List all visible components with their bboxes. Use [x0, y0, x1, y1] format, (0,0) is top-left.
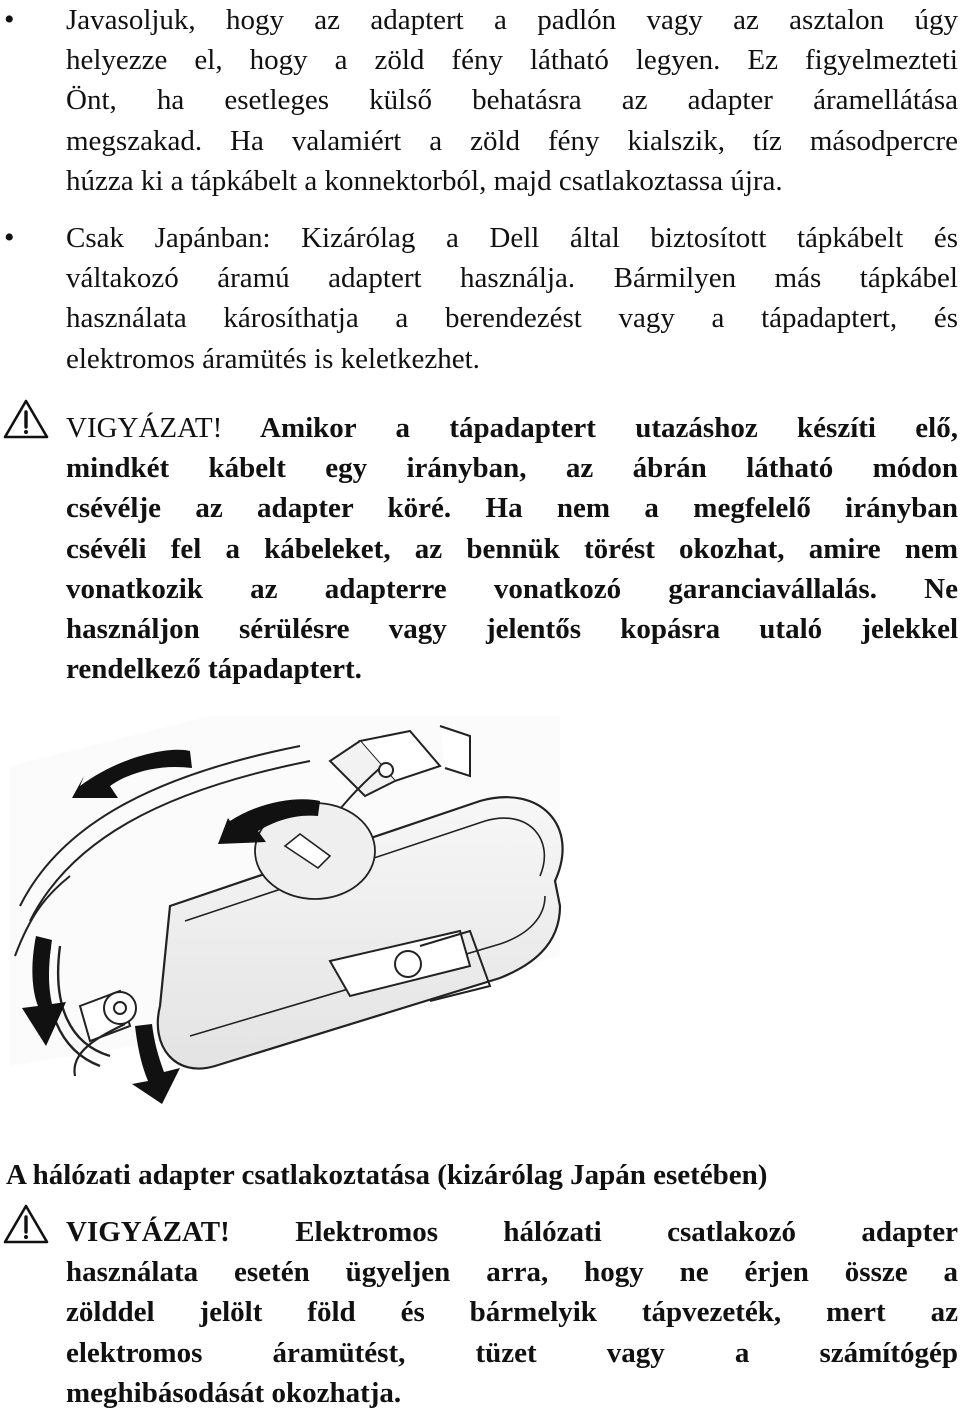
text-line: elektromos áramütést, tüzet vagy a számítógép — [66, 1336, 958, 1369]
text-line: mindkét kábelt egy irányban, az ábrán látható módon — [66, 452, 958, 485]
caution-first-line — [66, 1212, 958, 1252]
text-line: Csak Japánban: Kizárólag a Dell által biztosított tápkábelt és — [66, 222, 958, 254]
text-line: Amikor a tápadaptert utazáshoz készíti elő, — [260, 412, 958, 444]
text-line: váltakozó áramú adaptert használja. Bármilyen más tápkábel — [66, 262, 958, 295]
text-line: helyezze el, hogy a zöld fény látható legyen. Ez figyelmezteti — [66, 44, 958, 77]
text-line: elektromos áramütés is keletkezhet. — [66, 342, 480, 375]
text-line: csévéli fel a kábeleket, az bennük törést okozhat, amire nem — [66, 532, 958, 565]
text-line: használata károsíthatja a berendezést vagy a tápadaptert, és — [66, 302, 958, 335]
text-line: használjon sérülésre vagy jelentős kopásra utaló jelekkel — [66, 613, 958, 646]
section-heading: A hálózati adapter csatlakoztatása (kizárólag Japán esetében) — [6, 1159, 768, 1191]
text-line: csévélje az adapter köré. Ha nem a megfelelő irányban — [66, 492, 958, 525]
bullet-symbol: • — [4, 221, 15, 254]
caution-label: VIGYÁZAT! — [66, 412, 223, 444]
bullet-paragraph — [66, 218, 958, 379]
text-line: megszakad. Ha valamiért a zöld fény kialszik, tíz másodpercre — [66, 124, 958, 157]
warning-triangle-icon — [2, 1203, 50, 1245]
caution-label: VIGYÁZAT! — [66, 1216, 230, 1248]
text-line: vonatkozik az adapterre vonatkozó garanciavállalás. Ne — [66, 572, 958, 605]
caution-first-line — [66, 408, 958, 448]
bullet-symbol: • — [4, 3, 15, 36]
warning-triangle-icon — [2, 398, 50, 440]
text-line: Javasoljuk, hogy az adaptert a padlón vagy az asztalon úgy — [66, 4, 958, 36]
caution-paragraph-grounding — [66, 1212, 958, 1413]
caution-paragraph-cable-wrapping — [66, 408, 958, 689]
text-line: használata esetén ügyeljen arra, hogy ne érjen össze a — [66, 1256, 958, 1289]
text-line: Önt, ha esetleges külső behatásra az adapter áramellátása — [66, 84, 958, 117]
bullet-paragraph — [66, 0, 958, 201]
text-line: Elektromos hálózati csatlakozó adapter — [295, 1216, 958, 1248]
text-line: meghibásodását okozhatja. — [66, 1376, 402, 1409]
text-line: rendelkező tápadaptert. — [66, 653, 362, 686]
text-line: húzza ki a tápkábelt a konnektorból, majd csatlakoztassa újra. — [66, 164, 783, 197]
adapter-cable-wrapping-illustration — [0, 706, 570, 1106]
text-line: zölddel jelölt föld és bármelyik tápvezeték, mert az — [66, 1296, 958, 1329]
